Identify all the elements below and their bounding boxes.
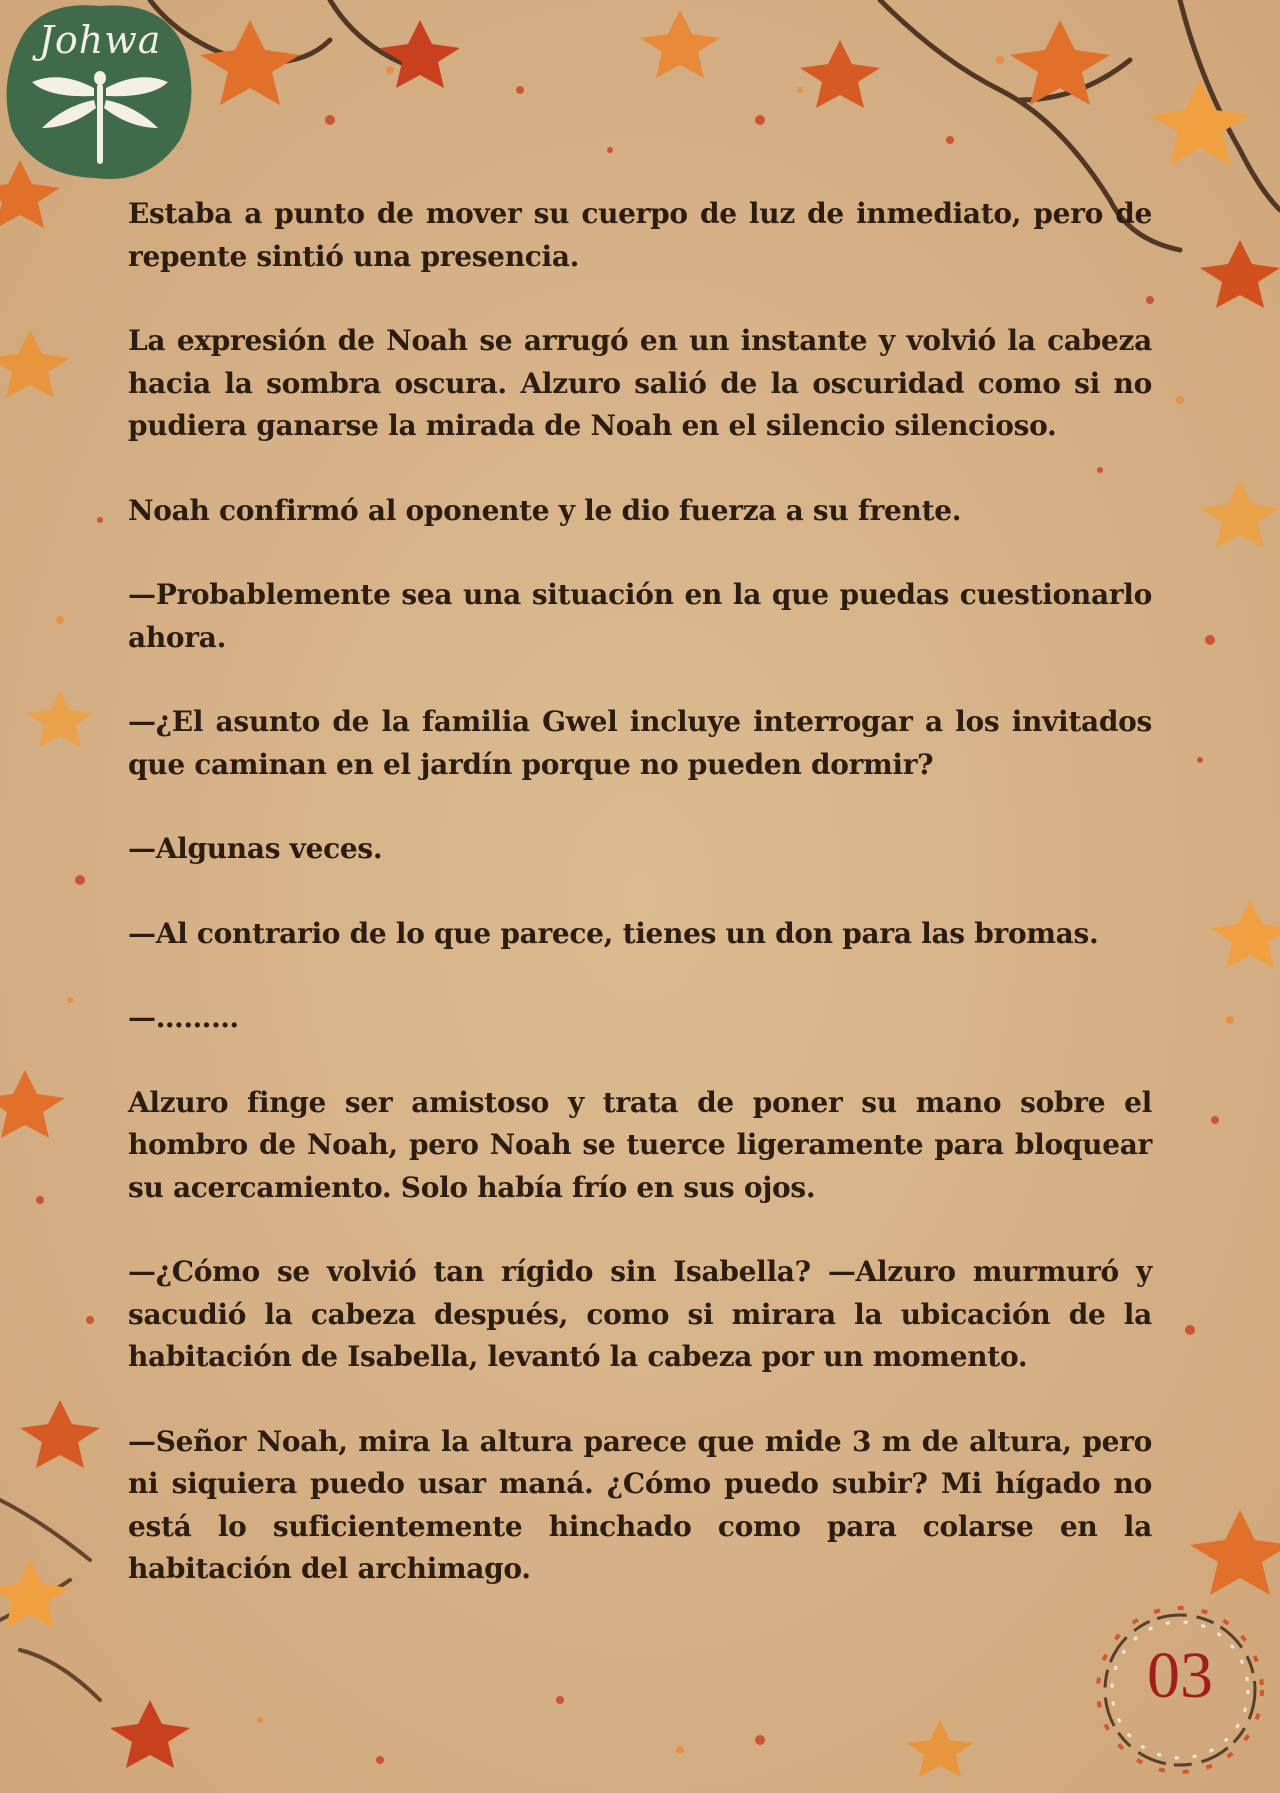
paragraph: —Algunas veces. <box>128 832 383 865</box>
page-number: 03 <box>1147 1639 1213 1712</box>
paragraph: Alzuro finge ser amistoso y trata de poner su mano sobre el hombro de Noah, pero Noah se tuerce ligeramente para bloquear su acercamiento. Solo había frío en sus ojos. <box>128 1085 1152 1204</box>
brand-logo <box>0 0 200 180</box>
paragraph: —¿Cómo se volvió tan rígido sin Isabella? —Alzuro murmuró y sacudió la cabeza después, como si mirara la ubicación de la habitación de Isabella, levantó la cabeza por un momento. <box>128 1255 1152 1373</box>
paragraph: La expresión de Noah se arrugó en un instante y volvió la cabeza hacia la sombra oscura. Alzuro salió de la oscuridad como si no pudiera ganarse la mirada de Noah en el silencio silencioso. <box>128 324 1152 442</box>
paragraph: —Señor Noah, mira la altura parece que mide 3 m de altura, pero ni siquiera puedo usar maná. ¿Cómo puedo subir? Mi hígado no está lo suficientemente hinchado como para colarse en la habitación del archimago. <box>128 1424 1152 1585</box>
story-text <box>128 193 1152 1633</box>
logo-text: Johwa <box>38 18 162 62</box>
paragraph: —……… <box>128 1001 239 1034</box>
paragraph: —¿El asunto de la familia Gwel incluye interrogar a los invitados que caminan en el jardín porque no pueden dormir? <box>128 705 1152 781</box>
page-number-wreath <box>1085 1590 1275 1780</box>
paragraph: —Al contrario de lo que parece, tienes un don para las bromas. <box>128 916 1099 950</box>
paragraph: Estaba a punto de mover su cuerpo de luz de inmediato, pero de repente sintió una presencia. <box>128 197 1152 273</box>
paragraph: —Probablemente sea una situación en la que puedas cuestionarlo ahora. <box>128 578 1152 654</box>
paragraph: Noah confirmó al oponente y le dio fuerza a su frente. <box>128 493 962 527</box>
